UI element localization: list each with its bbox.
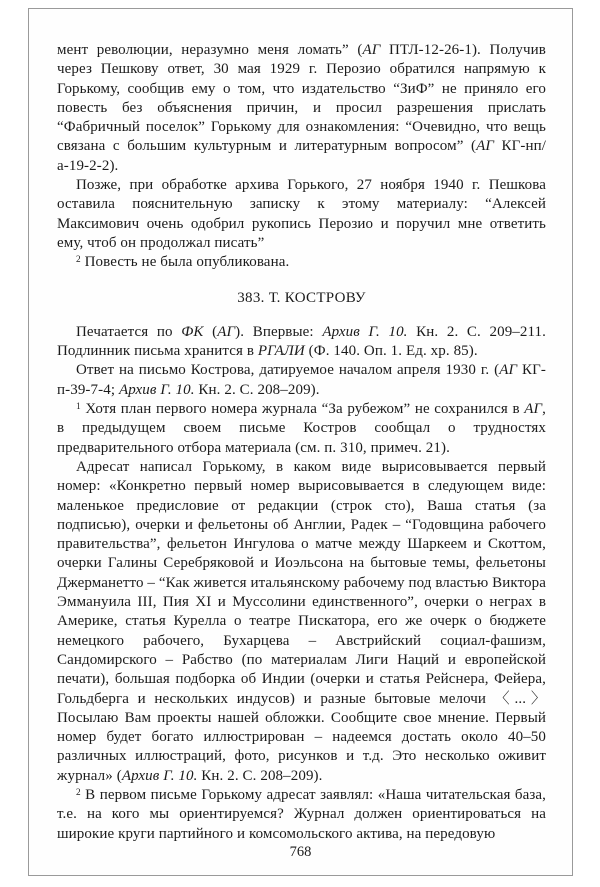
section-heading (57, 289, 546, 308)
text-run: (Ф. 140. Оп. 1. Ед. хр. 85). (304, 343, 478, 360)
text-run: Ответ на письмо Кострова, датируемое началом апреля 1930 г. ( (76, 362, 500, 379)
text-run: Повесть не была опубликована. (80, 254, 290, 271)
text-run: Адресат написал Горькому, в каком виде вырисовывается первый номер: «Конкретно первый номер вырисовывается в следующем виде: маленькое предисловие от редакции (строк сто), Ваша статья (за подписью), очерки и фельетоны об Англии, Радек – “Годовщина рабочего правительства”, фельетон Ингулова о матче между Шаркеем и Скоттом, очерки Галины Серебряковой и Иоэльсона на бытовые темы, фельетоны Джерманетто – “Как живется итальянскому рабочему под властью Виктора Эммануила III, Пия XI и Муссолини единственного”, очерки о неграх в Америке, статья Курелла о театре Пискатора, его же очерк о бюджете немецкого рабочего, Бухарцева – Австрийский социал-фашизм, Сандомирского – Рабство (по материалам Лиги Наций и европейской печати), большая подборка об Индии (очерки и статья Рейснера, Фейера, Гольдберга и нескольких индусов) и разные бытовые мелочи 〈...〉 Посылаю Вам проекты нашей обложки. Сообщите свое мнение. Первый номер будет богато иллюстрирован – надеемся достать около 40–50 различных иллюстраций, фото, рисунков и т.д. Это несколько оживит журнал» ( (57, 458, 546, 784)
italic-text-run: АГ (524, 401, 543, 418)
text-run: Хотя план первого номера журнала “За рубежом” не сохранился в (80, 401, 525, 418)
italic-text-run: ФК (181, 323, 204, 340)
text-run: В первом письме Горькому адресат заявлял: «Наша читательская база, т.е. на кого мы ориентируемся? Журнал должен ориентироваться на широкие круги партийного и комсомольского актива, на передовую (57, 786, 546, 842)
paragraph (57, 458, 546, 786)
text-run: Печатается по (76, 323, 182, 340)
italic-text-run: АГ (362, 42, 381, 58)
text-run: 383. Т. КОСТРОВУ (237, 289, 366, 306)
book-page (28, 8, 573, 876)
text-run: Кн. 2. С. 208–209). (194, 381, 320, 398)
paragraph (57, 786, 546, 844)
text-run: КГ-нп/а-19-2-2). (57, 138, 546, 174)
paragraph (57, 253, 546, 272)
text-run: КГ-п-39-7-4; (57, 362, 546, 398)
paragraph (57, 176, 546, 253)
footnote-marker: 2 (76, 787, 81, 798)
paragraph (57, 400, 546, 458)
text-run: Позже, при обработке архива Горького, 27 ноября 1940 г. Пешкова оставила пояснительную записку к этому материалу: “Алексей Максимович очень одобрил рукопись Перозио и поручил мне ответить ему, чтоб он продолжал писать” (57, 177, 546, 251)
text-run: Кн. 2. С. 209–211. Подлинник письма хранится в (57, 323, 546, 360)
paragraph (57, 41, 546, 176)
text-block (57, 41, 546, 844)
italic-text-run: АГ (217, 323, 236, 340)
text-run: ). Впервые: (235, 323, 323, 340)
italic-text-run: АГ (476, 138, 494, 155)
italic-text-run: Архив Г. 10. (322, 323, 408, 340)
page-number: 768 (289, 844, 312, 860)
italic-text-run: РГАЛИ (257, 343, 305, 360)
text-run: ( (203, 323, 218, 340)
footnote-marker: 2 (76, 255, 81, 266)
text-run: ПТЛ-12-26-1). Получив через Пешкову ответ, 30 мая 1929 г. Перозио обратился напрямую к Горькому, сообщив ему о том, что издательство “ЗиФ” не приняло его повесть без объяснения причин, и просил разрешения прислать “Фабричный поселок” Горькому для ознакомления: “Очевидно, что вещь связана с большим культурным и литературным вопросом” ( (57, 42, 546, 155)
text-run: Кн. 2. С. 208–209). (197, 767, 323, 784)
paragraph (57, 323, 546, 362)
italic-text-run: Архив Г. 10. (121, 767, 198, 784)
italic-text-run: АГ (499, 362, 518, 379)
italic-text-run: Архив Г. 10. (118, 381, 195, 398)
paragraph (57, 361, 546, 400)
text-run: мент революции, неразумно меня ломать” ( (57, 42, 363, 58)
text-run: , в предыдущем своем письме Костров сообщал о трудностях предварительного отбора материала (см. п. 310, примеч. 21). (57, 401, 546, 456)
footnote-marker: 1 (76, 401, 81, 412)
